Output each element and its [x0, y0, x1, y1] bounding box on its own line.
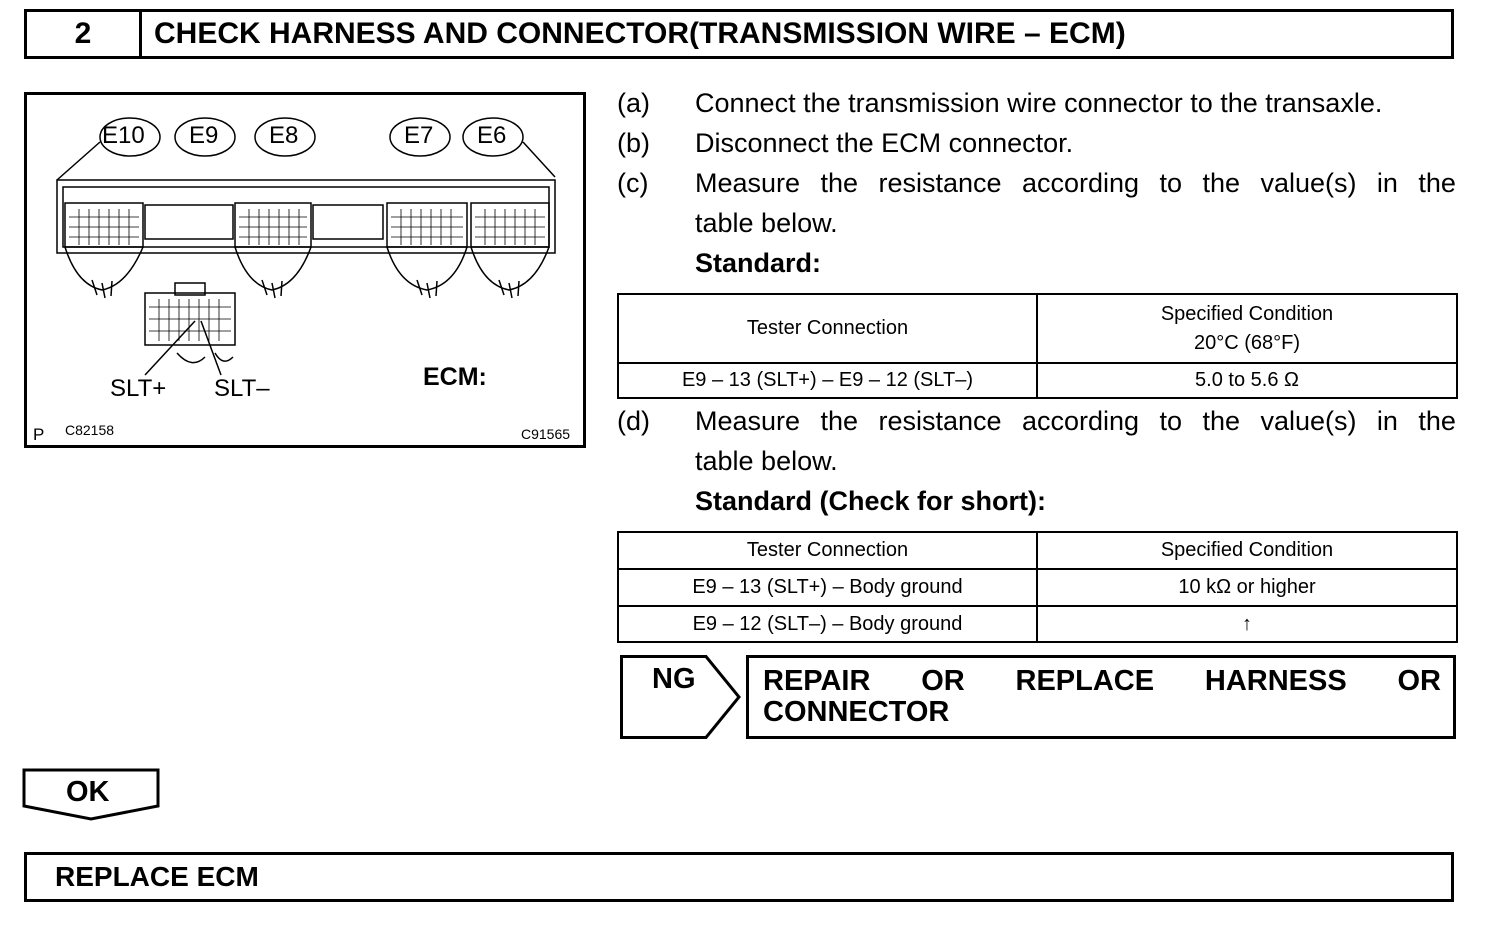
- instruction-letter: (b): [617, 128, 650, 158]
- header-tester-connection: Tester Connection: [618, 532, 1037, 569]
- slt-plus-label: SLT+: [110, 375, 167, 402]
- header-specified-condition: Specified Condition: [1037, 532, 1457, 569]
- connector-label-e6: E6: [477, 122, 507, 149]
- ok-label: OK: [66, 776, 110, 808]
- step-title: CHECK HARNESS AND CONNECTOR(TRANSMISSION WIRE – ECM): [154, 17, 1126, 50]
- header-tester-connection: Tester Connection: [618, 294, 1037, 363]
- final-action-box: REPLACE ECM: [24, 852, 1454, 902]
- table-header-row: [618, 294, 1457, 363]
- ng-action-line2: CONNECTOR: [763, 696, 950, 728]
- table-row: [618, 569, 1457, 606]
- cell-connection: E9 – 12 (SLT–) – Body ground: [618, 606, 1037, 642]
- instruction-text-line1: Measure the resistance according to the value(s) in the: [695, 168, 1456, 198]
- instruction-text: Disconnect the ECM connector.: [695, 128, 1074, 158]
- ng-branch-arrow: [620, 655, 742, 739]
- figure-code-right: C91565: [521, 426, 571, 442]
- standard-label: Standard:: [695, 248, 822, 278]
- connector-label-e10: E10: [102, 122, 145, 149]
- cell-condition: ↑: [1037, 606, 1457, 642]
- short-check-table: [617, 531, 1458, 643]
- header-specified-condition: Specified Condition 20°C (68°F): [1037, 294, 1457, 363]
- instruction-text: Connect the transmission wire connector to the transaxle.: [695, 88, 1383, 118]
- connector-label-e9: E9: [189, 122, 219, 149]
- cell-condition: 10 kΩ or higher: [1037, 569, 1457, 606]
- resistance-table: [617, 293, 1458, 399]
- table-header-row: [618, 532, 1457, 569]
- ok-branch-arrow: [22, 768, 162, 822]
- corner-mark: P: [33, 425, 45, 444]
- ecm-connector-figure: [24, 92, 586, 448]
- ng-action-line1: REPAIR OR REPLACE HARNESS OR: [763, 665, 1441, 697]
- connector-label-e8: E8: [269, 122, 299, 149]
- figure-code-left: C82158: [65, 422, 115, 438]
- cell-connection: E9 – 13 (SLT+) – Body ground: [618, 569, 1037, 606]
- step-number: 2: [27, 12, 142, 56]
- ecm-connector-blocks: [65, 203, 549, 247]
- e9-connector-detail: [145, 283, 235, 363]
- connector-label-e7: E7: [404, 122, 434, 149]
- instruction-letter: (a): [617, 88, 650, 118]
- instruction-letter: (d): [617, 406, 650, 436]
- step-header: [24, 9, 1454, 59]
- ng-label: NG: [652, 663, 696, 695]
- cell-connection: E9 – 13 (SLT+) – E9 – 12 (SLT–): [618, 363, 1037, 398]
- table-row: [618, 363, 1457, 398]
- instruction-text-line1: Measure the resistance according to the value(s) in the: [695, 406, 1456, 436]
- instruction-letter: (c): [617, 168, 649, 198]
- ng-action-box: [746, 655, 1456, 739]
- standard-short-label: Standard (Check for short):: [695, 486, 1047, 516]
- cell-condition: 5.0 to 5.6 Ω: [1037, 363, 1457, 398]
- ecm-label: ECM:: [423, 363, 487, 391]
- table-row: [618, 606, 1457, 642]
- slt-minus-label: SLT–: [214, 375, 270, 402]
